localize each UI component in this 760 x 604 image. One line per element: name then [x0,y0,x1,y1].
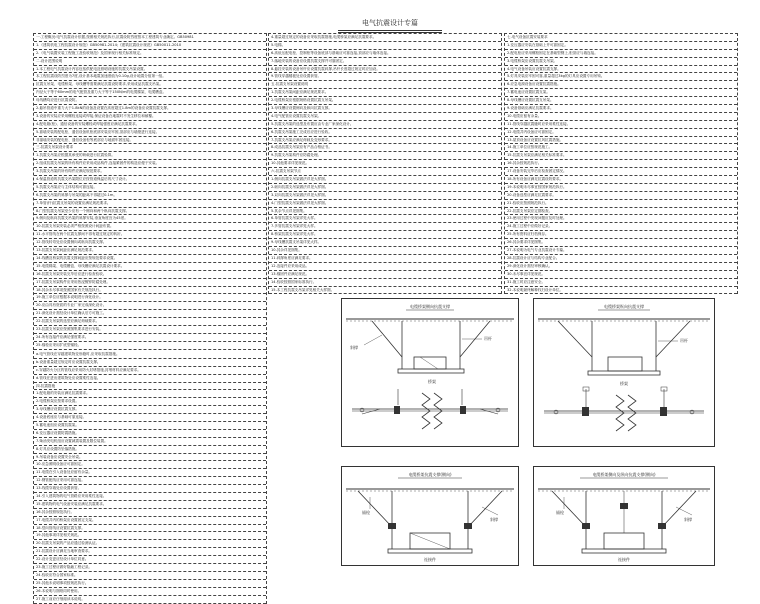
note-line: 2.组成抗震支吊架的所有构件应采用成品构件,连接紧固件的构造应便于安装。 [34,160,266,168]
diagram-1-title: 电缆桥架侧向抗震支撑 [410,304,450,309]
note-line: 9.设备基础应满足抗震要求。 [505,105,737,113]
note-line: 六.抗震支吊架节点 [269,168,501,176]
page-title: 电气抗震设计专篇 [362,19,418,27]
note-line: 9.侧向及纵向抗震支吊架的斜撑安装,垂直角度宜为45度。 [34,215,266,223]
note-line: 14.线槽及桥架的抗震支撑间距应按规范要求设置。 [34,255,266,263]
note-line: 13.线缆穿墙处应设置套管。 [34,485,266,493]
note-line: 9.母线槽抗震支吊架详见大样。 [269,239,501,247]
diagram-4-label-anchor: 锚栓 [556,510,564,515]
note-line: 2.电缆桥架应根据规格设置抗震支吊架。 [269,97,501,105]
note-line: 1.抗震支吊架间距应满足规范要求。 [269,89,501,97]
note-line: 4.电气设备吊装应设置抗震支撑。 [505,66,737,74]
note-line: 2.电缆桥架应按要求设置。 [34,398,266,406]
diagram-panel-4 [533,466,715,566]
note-line: 3.母线槽应设置侧向及纵向抗震支撑。 [269,105,501,113]
note-line: 13.抗震支吊架间距应满足规范要求。 [34,247,266,255]
note-line: 14.验收按照国家标准执行。 [269,279,501,287]
note-line: 内径大于等于60mm的电气配管及重力大于等于150N/m的电缆梯架、电缆槽盒。 [34,89,266,97]
note-line: 1.抗震支吊架应根据其承受的荷载进行抗震验算。 [34,152,266,160]
note-line: 29.深化设计需经审核确认。 [505,263,737,271]
note-line: 3.母线槽应设置抗震支撑。 [34,406,266,414]
note-line: 7.蓄电池应设置抗震支架。 [505,89,737,97]
note-line: 4.设备底座应与基础可靠连接。 [34,414,266,422]
diagram-panel-1 [341,298,519,447]
note-line: 3.设备的安装应采用螺栓连接或焊接,保证设备在地震时不发生移位和倾覆。 [34,113,266,121]
note-line: 6.高低压配电柜、控制柜等设备底部与基础应可靠连接,顶部应与墙体连接。 [269,50,501,58]
diagram-2-label-rod: 吊杆 [680,338,688,343]
diagram-1-label-brace: 斜撑 [350,345,358,350]
note-line: 23.施工过程应做好隐蔽工程记录。 [34,564,266,572]
note-line: 8.母线槽应设置抗震支吊架。 [505,97,737,105]
note-line: 6.抗震支吊架的斜撑与吊架的距离不得超过0.1m。 [34,192,266,200]
note-line: 19.其他事项详见相关规范。 [34,532,266,540]
diagram-4-label-clamp: 连接件 [618,557,630,562]
note-line: 4.保温管道的抗震支吊架限位应按管道保温后的尺寸设计。 [34,176,266,184]
note-line: 5.靠墙安装的配电柜、通信设备机柜底部安装应牢固,顶部应与墙壁进行连接。 [34,129,266,137]
note-line: 3.抗震支吊架的所有构件应满足规范要求。 [34,168,266,176]
notes-column-2 [268,33,502,294]
note-line: 24.验收应符合国家标准。 [34,572,266,580]
note-line: 10.其余详见图集。 [269,247,501,255]
note-line: 15.建筑物的电气设备安装应满足抗震要求。 [34,501,266,509]
note-line: 26.本说明与图纸同时使用。 [34,588,266,596]
note-line: 25.其他未说明事项按规范执行。 [34,580,266,588]
diagram-4-label-brace: 斜撑 [684,517,692,522]
note-line: 6.抗震支吊架施工完成后应进行验收。 [269,129,501,137]
note-line: 21.验收应按照规范执行。 [505,200,737,208]
note-line: 17.电缆井内的桥架应设置固定支架。 [34,517,266,525]
note-line: 5.电梯。 [269,42,501,50]
note-line: 18.所有设备应满足抗震设防要求。 [505,176,737,184]
note-line: 16.抗震支吊架安装完毕后应进行检查验收。 [34,271,266,279]
note-line: 27.本说明为电气专业抗震设计专篇。 [505,247,737,255]
note-line: 8.悬挂安装的设备吊杆应设置抗震斜撑,吊杆长度超过规定时应加设。 [269,66,501,74]
note-line: 31.施工时应注意安全。 [505,279,737,287]
note-line: 2.配电柜应采用螺栓固定在基础型钢上,柜顶应与墙连接。 [505,50,737,58]
diagram-4-title: 电缆桥架侧向及纵向抗震支撑(侧向) [592,472,656,477]
diagram-3-label-brace: 斜撑 [490,517,498,522]
note-line: 七.电气设备抗震安装要求 [505,34,737,42]
note-line: 6.应急电源设备应设置抗震措施。 [505,81,737,89]
note-line: 18.其余未尽事项按照国家有关规范执行。 [34,287,266,295]
note-line: 9.管线穿越楼板处应设置套管。 [269,73,501,81]
note-line: 非靠墙安装的配电柜、通信设备柜等底部应与地面牢固连接。 [34,137,266,145]
note-line: a.电气管线在穿越建筑物变形缝时,应采取抗震措施。 [34,351,266,359]
note-line: 25.所有资料应归档保存。 [505,231,737,239]
note-line: 10.其他要求详见规范。 [269,160,501,168]
note-line: d.管线在进出建筑物处应设置柔性连接。 [34,375,266,383]
note-line: 一.工程概况:电气抗震设计依据,按照相关规范执行,抗震设防烈度按本工程建筑专业确定。GB50981 [34,34,266,42]
diagram-2-title: 电缆桥架纵向抗震支撑 [604,304,644,309]
note-line: 2.纵向抗震支吊架做法详见大样图。 [269,184,501,192]
note-line: 21.深化设计需经设计单位确认后方可施工。 [34,310,266,318]
note-line: 13.屋顶设备应设置抗风抗震措施。 [505,137,737,145]
note-line: 1.变压器应安装在基础上并可靠固定。 [505,42,737,50]
note-line: 4.配电箱(柜)、通信设备的安装螺栓或焊接强度应满足抗震要求。 [34,121,266,129]
note-line: 1.侧向抗震支吊架做法详见大样图。 [269,176,501,184]
note-line: 本工程抗震设防烈度为7度,设计基本地震加速度值为0.10g,设计地震分组第一组。 [34,73,266,81]
note-line: 28.抗震设计应与结构专业配合。 [505,255,737,263]
note-line: 7.抗震支吊架应满足荷载及变形要求。 [269,137,501,145]
note-line: 17.设备安装完毕后应检查固定情况。 [505,168,737,176]
note-line: 抗震支吊架、电缆桥架、母线槽等需要满足抗震设防要求,采用成品抗震支吊架。 [34,81,266,89]
note-line: 23.抗震支吊架应按照图集要求进行安装。 [34,326,266,334]
note-line: 14.引入建筑物的电气管路应采用柔性连接。 [34,493,266,501]
note-line: 24.施工过程中应做好记录。 [505,223,737,231]
note-line: 4.电气配管应设置抗震支吊架。 [269,113,501,121]
note-line: 1.配电箱的安装应满足抗震要求。 [34,390,266,398]
note-line: 5.抗震支吊架的选型及布置应由专业厂家深化设计。 [269,121,501,129]
note-line: 19.本说明未尽事宜按国家规范执行。 [505,184,737,192]
note-line: 15.抗震支吊架应满足相关标准要求。 [505,152,737,160]
note-line: 15.电缆梯架、电缆槽盒、母线槽应满足抗震设计要求。 [34,263,266,271]
note-line: 2.悬吊管道中重力大于1.8kN的设备及设置在高度超过1.8m的设备应设置抗震支撑。 [34,105,266,113]
note-line: 21.抗震设计应满足当地审查要求。 [34,548,266,556]
note-line: 32.本说明最终解释权归设计单位。 [505,287,737,295]
notes-column-1 [33,33,267,350]
note-line: 7.落地安装的设备应设置抗震支撑并可靠固定。 [269,58,501,66]
note-line: 14.施工单位应按规范施工。 [505,144,737,152]
note-line: 五.抗震支吊架设置说明 [269,81,501,89]
note-line: 母线槽均应进行抗震设防。 [34,97,266,105]
note-line: 22.抗震支吊架应定期检查。 [505,208,737,216]
note-line: 3.电缆桥架应设置抗震支吊架。 [505,58,737,66]
note-line: 1.本工程电气抗震设计内容包括供配电及照明设施的抗震支吊架设置。 [34,66,266,74]
note-line: 5.抗震支吊架应与主体结构可靠连接。 [34,184,266,192]
note-line: 25.锚栓应采用扩底型锚栓。 [34,342,266,350]
diagram-panel-3 [341,466,519,566]
diagram-1-label-rod: 吊杆 [484,336,492,341]
note-line: 12.连接件应采用成品。 [269,263,501,271]
note-line: 7.单管(杆)抗震支吊架的设置应满足规范要求。 [34,200,266,208]
note-line: 5.其余节点详见图集。 [269,208,501,216]
note-line: 9.吊装设备应设置安全吊索。 [34,454,266,462]
note-line: 16.其余按规范执行。 [505,160,737,168]
diagram-3-label-anchor: 锚栓 [362,510,370,515]
note-line: b.设备重量超过规定时应设置抗震支撑。 [34,359,266,367]
note-line: 4.重量超过规定的设备应采取抗震措施,电缆桥架应满足抗震要求。 [269,34,501,42]
diagram-3-label-clamp: 连接件 [424,557,436,562]
note-line: 8.门型抗震支吊架至少应有一个侧向和两个纵向抗震支撑。 [34,208,266,216]
note-line: 16.其余按照规范执行。 [34,509,266,517]
note-line: 10.抗震支吊架安装必须严格按照设计间距布置。 [34,223,266,231]
note-line: 3.双向抗震支吊架做法详见大样图。 [269,192,501,200]
note-line: 4.门型抗震支吊架做法详见大样图。 [269,200,501,208]
note-line: 6.单管抗震支吊架详见大样。 [269,215,501,223]
note-line: 5.蓄电池组应设置抗震架。 [34,422,266,430]
note-line: 13.锚固件应满足规范。 [269,271,501,279]
note-line: 19.施工单位应根据本说明进行深化设计。 [34,294,266,302]
note-line: 24.所有连接件应满足强度要求。 [34,334,266,342]
note-line: 12.管线转弯处应设置侧向或纵向抗震支撑。 [34,239,266,247]
diagram-3-title: 电缆桥架抗震支撑(侧向) [408,472,452,477]
note-line: 7.柴油发电机组应设置减震装置及限位装置。 [34,438,266,446]
note-line: 8.桥架抗震支吊架详见大样。 [269,231,501,239]
note-line: 10.应急照明设备应可靠固定。 [34,461,266,469]
note-line: 8.灯具应设置防坠落措施。 [34,446,266,454]
note-line: 二.设计范围说明 [34,58,266,66]
note-line: 三.抗震支吊架设计要求 [34,144,266,152]
notes-column-1-lower [33,351,267,604]
note-line: 30.未尽事宜详见规范。 [505,271,737,279]
note-line: 7.多管抗震支吊架详见大样。 [269,223,501,231]
note-line: 17.抗震支吊架构件应采用热浸镀锌防腐处理。 [34,279,266,287]
note-line: 18.竖向管线应设置抗震支撑。 [34,525,266,533]
note-line: 20.设备选型应满足抗震要求。 [505,192,737,200]
note-line: c.穿越防火分区的管线应采用防火封堵措施,封堵材料应满足要求。 [34,367,266,375]
note-line: 四.抗震措施 [34,383,266,391]
note-line: 22.设计变更应经设计单位同意。 [34,556,266,564]
note-line: 11.斜撑角度应满足要求。 [269,255,501,263]
note-line: 11.水平管线在两个抗震支撑间不得有超过规定的转折。 [34,231,266,239]
note-line: 2.《电气装置安装工程施工及验收规范》及国家现行相关标准规定。 [34,50,266,58]
note-line: 23.使用过程中发现问题应及时处理。 [505,215,737,223]
note-line: 12.电缆井内设备应可靠固定。 [505,129,737,137]
note-line: 8.成品抗震支吊架应有产品合格证书。 [269,144,501,152]
diagram-1-label-tray: 桥架 [428,379,436,384]
note-line: 11.管线穿越抗震缝时应采用柔性连接。 [505,121,737,129]
note-line: 1.《建筑机电工程抗震设计规范》GB50981-2014;《建筑抗震设计规范》GB50011-2010 [34,42,266,50]
note-line: 11.电缆在引入设备处应留有余量。 [34,469,266,477]
diagram-2-label-tray: 桥架 [620,381,628,386]
note-line: 10.电缆应留有余量。 [505,113,737,121]
note-line: 26.其余要求详见图集。 [505,239,737,247]
note-line: 12.钢管配线应采用可靠连接。 [34,477,266,485]
title-underline [338,30,442,31]
note-line: 20.抗震支吊架的产品应通过检测认证。 [34,540,266,548]
diagram-panel-2 [533,298,715,447]
note-line: 20.应由具有资质的专业厂家完成深化设计。 [34,302,266,310]
note-line: 5.灯具安装应牢固可靠,重量超过3kg的灯具应设置专用吊钩。 [505,73,737,81]
notes-column-3 [504,33,738,294]
note-line: 27.施工前应仔细阅读本说明。 [34,596,266,604]
note-line: 15.本工程抗震支吊架详见相关大样图。 [269,287,501,295]
note-line: 9.抗震支吊架构件应防腐处理。 [269,152,501,160]
note-line: 22.抗震支吊架的选型应满足荷载要求。 [34,318,266,326]
note-line: 6.变压器应设置防震措施。 [34,430,266,438]
